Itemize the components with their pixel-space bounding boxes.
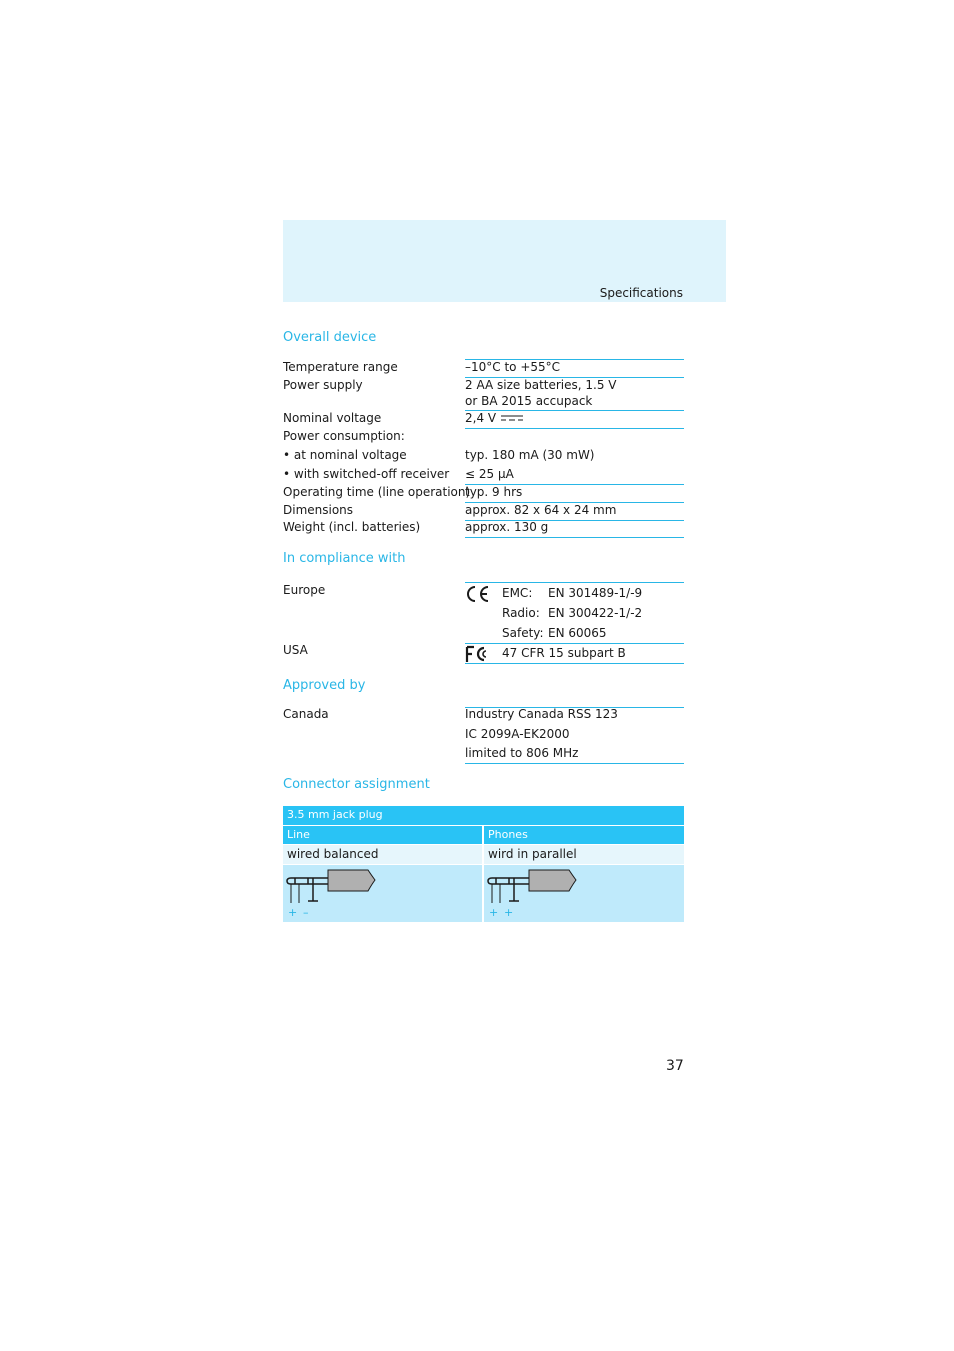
phones-wiring-text: wird in parallel xyxy=(484,845,684,864)
emc-label: EMC: xyxy=(502,586,533,600)
section-title-connector: Connector assignment xyxy=(283,777,430,792)
page-number: 37 xyxy=(666,1058,684,1074)
radio-value: EN 300422-1/-2 xyxy=(548,606,643,620)
weight-label: Weight (incl. batteries) xyxy=(283,520,421,534)
radio-label: Radio: xyxy=(502,606,540,620)
jack-plug-icon xyxy=(286,868,381,904)
table-header xyxy=(283,806,684,825)
divider xyxy=(465,763,684,764)
phones-plug-cell xyxy=(484,865,684,922)
canada-value-2: IC 2099A-EK2000 xyxy=(465,727,570,741)
jack-plug-icon xyxy=(487,868,582,904)
polarity-plus: + xyxy=(504,906,514,919)
temperature-label: Temperature range xyxy=(283,360,398,374)
emc-value: EN 301489-1/-9 xyxy=(548,586,643,600)
polarity-plus: + xyxy=(489,906,499,919)
divider xyxy=(465,582,684,583)
dimensions-value: approx. 82 x 64 x 24 mm xyxy=(465,503,617,517)
column-header-phones: Phones xyxy=(484,826,684,844)
section-title-compliance: In compliance with xyxy=(283,551,406,566)
polarity-minus: – xyxy=(303,906,309,919)
operating-time-label: Operating time (line operation) xyxy=(283,485,471,499)
polarity-plus: + xyxy=(288,906,298,919)
canada-value-1: Industry Canada RSS 123 xyxy=(465,707,618,721)
fcc-logo-icon xyxy=(465,645,489,663)
canada-label: Canada xyxy=(283,707,329,721)
at-nominal-label: • at nominal voltage xyxy=(283,448,407,462)
operating-time-value: typ. 9 hrs xyxy=(465,485,523,499)
dimensions-label: Dimensions xyxy=(283,503,354,517)
nominal-voltage-label: Nominal voltage xyxy=(283,411,382,425)
switched-off-label: • with switched-off receiver xyxy=(283,467,450,481)
power-supply-value: 2 AA size batteries, 1.5 V xyxy=(465,378,617,392)
section-title-approved-by: Approved by xyxy=(283,678,366,693)
column-header-line: Line xyxy=(283,826,482,844)
usa-value: 47 CFR 15 subpart B xyxy=(502,646,626,660)
nominal-voltage-value xyxy=(465,410,684,426)
nominal-voltage-text: 2,4 V xyxy=(465,411,497,425)
divider xyxy=(465,643,684,644)
divider xyxy=(465,428,684,429)
line-plug-cell xyxy=(283,865,482,922)
power-supply-value-2: or BA 2015 accupack xyxy=(465,394,593,408)
ce-mark-icon xyxy=(465,585,491,603)
power-consumption-label: Power consumption: xyxy=(283,429,405,443)
at-nominal-value: typ. 180 mA (30 mW) xyxy=(465,448,595,462)
section-title-overall-device: Overall device xyxy=(283,330,377,345)
europe-label: Europe xyxy=(283,583,326,597)
switched-off-value: ≤ 25 µA xyxy=(465,467,514,481)
divider xyxy=(465,663,684,664)
safety-value: EN 60065 xyxy=(548,626,607,640)
temperature-value: –10°C to +55°C xyxy=(465,360,561,374)
line-wiring-text: wired balanced xyxy=(283,845,482,864)
safety-label: Safety: xyxy=(502,626,544,640)
dc-symbol-icon xyxy=(500,413,524,423)
weight-value: approx. 130 g xyxy=(465,520,549,534)
usa-label: USA xyxy=(283,643,308,657)
divider xyxy=(465,537,684,538)
header-band xyxy=(283,220,726,302)
table-header-text: 3.5 mm jack plug xyxy=(287,808,383,821)
header-title: Specifications xyxy=(599,286,683,300)
canada-value-3: limited to 806 MHz xyxy=(465,746,579,760)
power-supply-label: Power supply xyxy=(283,378,363,392)
